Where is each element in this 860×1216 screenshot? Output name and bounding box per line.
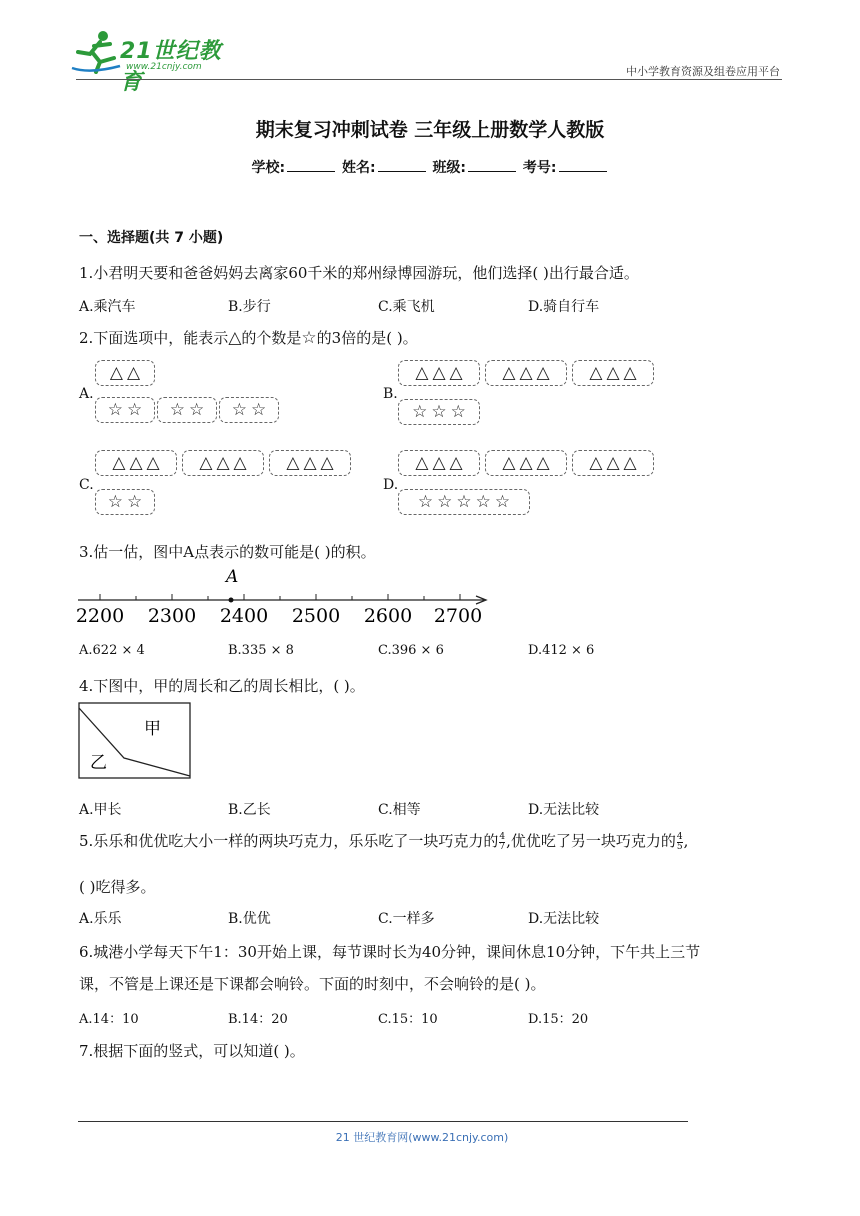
q5-option-a: A.乐乐 xyxy=(79,911,122,927)
q2-a-star-group xyxy=(157,397,217,423)
q2-label-d: D. xyxy=(383,477,399,493)
triangle-icon: △ xyxy=(129,452,143,473)
q2-a-star-group xyxy=(95,397,155,423)
star-icon: ☆ xyxy=(431,401,447,422)
tick-label: 2500 xyxy=(291,605,341,627)
q3-option-c: C.396 × 6 xyxy=(378,643,444,658)
point-a-label: A xyxy=(226,567,239,587)
star-icon: ☆ xyxy=(301,328,317,348)
triangle-icon: △ xyxy=(606,362,620,383)
q2-c-triangle-group xyxy=(269,450,351,476)
triangle-icon: △ xyxy=(589,452,603,473)
q2-d-triangle-group xyxy=(485,450,567,476)
triangle-icon: △ xyxy=(112,452,126,473)
star-icon: ☆ xyxy=(417,491,434,512)
q2-label-b: B. xyxy=(383,386,398,402)
triangle-icon: △ xyxy=(415,452,429,473)
star-icon: ☆ xyxy=(107,399,123,420)
school-label: 学校: xyxy=(251,160,286,176)
q2-b-star-group xyxy=(398,399,480,425)
triangle-icon: △ xyxy=(502,362,516,383)
triangle-icon: △ xyxy=(146,452,160,473)
number-label: 考号: xyxy=(522,160,557,176)
triangle-icon: △ xyxy=(519,362,533,383)
q6-option-b: B.14：20 xyxy=(228,1012,288,1027)
class-label: 班级: xyxy=(432,160,467,176)
perimeter-figure xyxy=(78,702,192,780)
star-icon: ☆ xyxy=(107,491,123,512)
logo-text: 21世纪教育 xyxy=(120,39,222,95)
q2-d-triangle-group xyxy=(572,450,654,476)
q1-option-d: D.骑自行车 xyxy=(528,299,600,315)
student-info xyxy=(0,157,860,177)
star-icon: ☆ xyxy=(494,491,511,512)
triangle-icon: △ xyxy=(606,452,620,473)
triangle-icon: △ xyxy=(502,452,516,473)
star-icon: ☆ xyxy=(475,491,491,512)
q4-option-c: C.相等 xyxy=(378,802,421,818)
q2-label-a: A. xyxy=(79,386,94,402)
star-icon: ☆ xyxy=(456,491,472,512)
triangle-icon: △ xyxy=(536,452,550,473)
q6-option-c: C.15：10 xyxy=(378,1012,438,1027)
q3-option-d: D.412 × 6 xyxy=(528,643,595,658)
q5-option-d: D.无法比较 xyxy=(528,911,600,927)
q2-c-star-group xyxy=(95,489,155,515)
triangle-icon: △ xyxy=(432,452,446,473)
question-5-text: 5.乐乐和优优吃大小一样的两块巧克力，乐乐吃了一块巧克力的 $\frac{4}{7}$ ,优优吃了另一块巧克力的 $\frac{4}{5}$ , xyxy=(79,831,689,852)
star-icon: ☆ xyxy=(251,399,267,420)
question-7-text: 7.根据下面的竖式，可以知道( )。 xyxy=(79,1042,305,1060)
q4-option-d: D.无法比较 xyxy=(528,802,600,818)
triangle-icon: △ xyxy=(109,362,123,383)
question-6-line1: 6.城港小学每天下午1：30开始上课，每节课时长为40分钟，课间休息10分钟，下午共上三节 xyxy=(79,943,701,961)
q2-a-star-group xyxy=(219,397,279,423)
triangle-icon: △ xyxy=(127,362,141,383)
tick-label: 2700 xyxy=(433,605,483,627)
q6-option-a: A.14：10 xyxy=(79,1012,139,1027)
section-heading: 一、选择题(共 7 小题) xyxy=(79,230,224,246)
header-divider xyxy=(76,79,782,80)
runner-logo-icon xyxy=(70,28,122,74)
tick-label: 2200 xyxy=(75,605,125,627)
triangle-icon: △ xyxy=(589,362,603,383)
triangle-icon: △ xyxy=(303,452,317,473)
triangle-icon: △ xyxy=(449,452,463,473)
q2-d-triangle-group xyxy=(398,450,480,476)
q1-option-c: C.乘飞机 xyxy=(378,299,435,315)
q2-b-triangle-group xyxy=(572,360,654,386)
triangle-icon: △ xyxy=(415,362,429,383)
triangle-icon: △ xyxy=(228,328,242,348)
label-yi: 乙 xyxy=(90,753,107,773)
triangle-icon: △ xyxy=(519,452,533,473)
q2-c-triangle-group xyxy=(182,450,264,476)
q1-option-a: A.乘汽车 xyxy=(79,299,136,315)
triangle-icon: △ xyxy=(432,362,446,383)
q2-b-triangle-group xyxy=(398,360,480,386)
star-icon: ☆ xyxy=(169,399,185,420)
number-blank xyxy=(559,159,607,172)
name-label: 姓名: xyxy=(341,160,376,176)
star-icon: ☆ xyxy=(450,401,466,422)
question-2-text: 2.下面选项中，能表示△的个数是☆的3倍的是( )。 xyxy=(79,328,418,348)
q3-option-b: B.335 × 8 xyxy=(228,643,294,658)
class-blank xyxy=(468,159,516,172)
q4-option-b: B.乙长 xyxy=(228,802,271,818)
q1-option-b: B.步行 xyxy=(228,299,271,315)
site-logo xyxy=(70,28,240,95)
star-icon: ☆ xyxy=(189,399,205,420)
q2-c-triangle-group xyxy=(95,450,177,476)
question-4-text: 4.下图中，甲的周长和乙的周长相比，( )。 xyxy=(79,677,365,695)
triangle-icon: △ xyxy=(216,452,230,473)
point-a-dot xyxy=(229,598,234,603)
logo-url: www.21cnjy.com xyxy=(126,62,202,72)
page-title: 期末复习冲刺试卷 三年级上册数学人教版 xyxy=(255,119,605,141)
star-icon: ☆ xyxy=(231,399,247,420)
star-icon: ☆ xyxy=(412,401,428,422)
q2-d-star-group xyxy=(398,489,530,515)
triangle-icon: △ xyxy=(199,452,213,473)
tick-label: 2300 xyxy=(147,605,197,627)
q3-option-a: A.622 × 4 xyxy=(79,643,145,658)
q5-option-b: B.优优 xyxy=(228,911,271,927)
footer-text: 21 世纪教育网(www.21cnjy.com) xyxy=(335,1131,509,1144)
star-icon: ☆ xyxy=(127,399,143,420)
triangle-icon: △ xyxy=(623,362,637,383)
tick-label: 2400 xyxy=(219,605,269,627)
number-line xyxy=(70,564,500,634)
triangle-icon: △ xyxy=(536,362,550,383)
triangle-icon: △ xyxy=(623,452,637,473)
footer-divider xyxy=(78,1121,688,1122)
fraction-four-sevenths: $\frac{4}{7}$ xyxy=(499,831,506,852)
tick-label: 2600 xyxy=(363,605,413,627)
triangle-icon: △ xyxy=(233,452,247,473)
fraction-four-fifths: $\frac{4}{5}$ xyxy=(676,831,683,852)
header-tagline: 中小学教育资源及组卷应用平台 xyxy=(626,65,780,78)
question-1-text: 1.小君明天要和爸爸妈妈去离家60千米的郑州绿博园游玩，他们选择( )出行最合适。 xyxy=(79,264,639,282)
star-icon: ☆ xyxy=(437,491,453,512)
question-3-text: 3.估一估，图中A点表示的数可能是( )的积。 xyxy=(79,543,376,561)
school-blank xyxy=(287,159,335,172)
q6-option-d: D.15：20 xyxy=(528,1012,589,1027)
question-6-line2: 课，不管是上课还是下课都会响铃。下面的时刻中，不会响铃的是( )。 xyxy=(79,975,546,993)
q5-option-c: C.一样多 xyxy=(378,911,435,927)
star-icon: ☆ xyxy=(127,491,143,512)
triangle-icon: △ xyxy=(286,452,300,473)
question-5-line2: ( )吃得多。 xyxy=(79,878,156,896)
q2-b-triangle-group xyxy=(485,360,567,386)
q2-label-c: C. xyxy=(79,477,94,493)
name-blank xyxy=(378,159,426,172)
q4-option-a: A.甲长 xyxy=(79,802,122,818)
triangle-icon: △ xyxy=(449,362,463,383)
label-jia: 甲 xyxy=(144,719,161,739)
q2-a-triangle-group xyxy=(95,360,155,386)
triangle-icon: △ xyxy=(320,452,334,473)
